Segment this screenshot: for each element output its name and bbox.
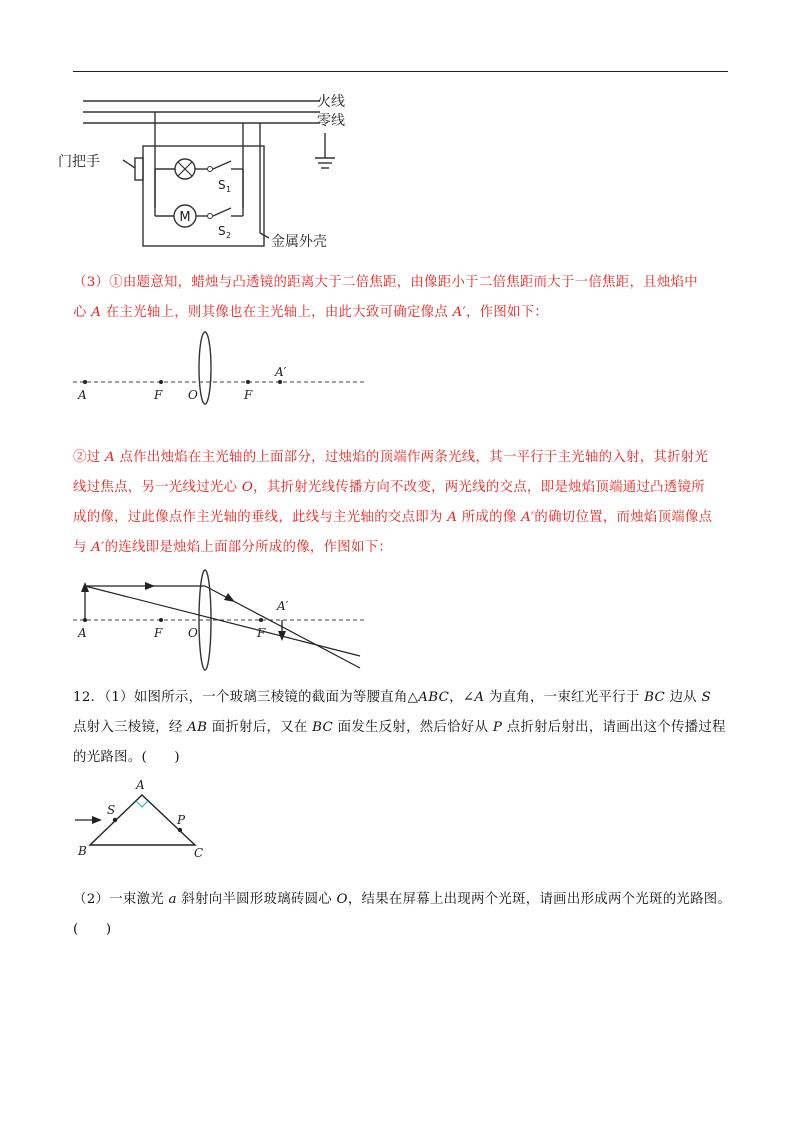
q12-line2: [73, 713, 733, 743]
metal-shell-label: 金属外壳: [271, 234, 327, 250]
lens-diagram-2: [70, 568, 370, 674]
label-f2: F: [257, 626, 266, 640]
text: ，∠: [449, 690, 475, 705]
text: 所成的像: [457, 510, 522, 525]
text: 成的像，过此像点作主光轴的垂线，此线与主光轴的交点即为: [73, 510, 448, 525]
text: 12．（1）如图所示，一个玻璃三棱镜的截面为等腰直角△: [73, 690, 419, 705]
label-a: A: [78, 626, 87, 640]
para3-line1: （3）①由题意知，蜡烛与凸透镜的距离大于二倍焦距，由像距小于二倍焦距而大于一倍焦距，且烛焰中: [73, 275, 698, 290]
convex-lens: [199, 332, 211, 404]
text: ，其折射光线传播方向不改变，两光线的交点，即是烛焰顶端通过凸透镜所: [253, 480, 705, 495]
text: 点射入三棱镜，经: [73, 720, 188, 735]
para4-line2: [73, 473, 733, 503]
text: 点作出烛焰在主光轴的上面部分，过烛焰的顶端作两条光线，其一平行于主光轴的入射，其折射光: [114, 450, 709, 465]
header-rule: [73, 71, 728, 72]
para3-line2: [73, 298, 733, 328]
point-a: A: [91, 305, 102, 320]
text: 边从: [665, 690, 702, 705]
point-o: O: [241, 480, 254, 495]
angle-a: A: [474, 690, 485, 705]
label-f2: F: [244, 388, 253, 402]
text: 的连线即是烛焰上面部分所成的像，作图如下：: [104, 540, 393, 555]
motor-label: M: [179, 210, 191, 225]
answer-paragraph-4: [73, 443, 733, 563]
point-a: A: [104, 450, 115, 465]
side-bc: BC: [644, 690, 666, 705]
para4-line3: [73, 503, 733, 533]
text: 心: [73, 305, 92, 320]
center-ray: [85, 586, 360, 656]
text: 与: [73, 540, 92, 555]
motor-icon: [174, 205, 196, 227]
text: 线过焦点，另一光线过光心: [73, 480, 242, 495]
label-a-prime: A′: [275, 365, 287, 379]
point-a-prime: A′: [452, 305, 466, 320]
q12-2-line2: ( ): [73, 922, 112, 937]
point-a: A: [447, 510, 458, 525]
side-bc: BC: [312, 720, 334, 735]
point-p: P: [492, 720, 503, 735]
label-a: A: [78, 388, 87, 402]
center-o: O: [336, 892, 348, 907]
live-wire-label: 火线: [317, 94, 345, 110]
side-ab: AB: [187, 720, 208, 735]
prism-diagram: [70, 775, 220, 860]
question-12-part1: [73, 683, 733, 773]
label-c: C: [194, 846, 204, 860]
question-12-part2: [73, 885, 773, 945]
label-a: A: [136, 778, 145, 792]
q12-2-line1: [73, 885, 773, 915]
neutral-wire-label: 零线: [317, 113, 345, 129]
label-f1: F: [154, 626, 163, 640]
q12-line1: [73, 683, 733, 713]
text: 点折射后射出，请画出这个传播过程: [502, 720, 726, 735]
switch1-label: S: [218, 178, 226, 192]
circuit-diagram: [55, 88, 385, 253]
switch2-label: S: [218, 224, 226, 238]
text: 面发生反射，然后恰好从: [333, 720, 493, 735]
right-angle-mark: [136, 801, 148, 807]
point-s: S: [701, 690, 711, 705]
text: 在主光轴上，则其像也在主光轴上，由此大致可确定像点: [101, 305, 453, 320]
para4-line4: [73, 533, 733, 563]
triangle-abc: ABC: [418, 690, 450, 705]
answer-paragraph-3: [73, 268, 733, 328]
text: ，结果在屏幕上出现两个光斑，请画出形成两个光斑的光路图。: [347, 892, 732, 907]
point-a-prime: A′: [521, 510, 535, 525]
door-handle-label: 门把手: [58, 154, 100, 170]
text: 为直角，一束红光平行于: [484, 690, 645, 705]
lamp-icon: [175, 159, 195, 179]
label-o: O: [188, 388, 198, 402]
text: （2）一束激光: [73, 892, 169, 907]
label-b: B: [78, 844, 87, 858]
q12-line3: 的光路图。( ): [73, 750, 180, 765]
para4-line1: [73, 443, 733, 473]
text: 面折射后，又在: [207, 720, 313, 735]
label-s: S: [107, 803, 116, 817]
label-f1: F: [154, 388, 163, 402]
label-o: O: [188, 626, 198, 640]
laser-a: a: [168, 892, 177, 907]
text: 的确切位置，而烛焰顶端像点: [534, 510, 713, 525]
text: ，作图如下：: [465, 305, 549, 320]
switch2-sub: 2: [226, 231, 232, 240]
text: ②过: [73, 450, 105, 465]
lens-diagram-1: [70, 330, 370, 405]
label-p: P: [177, 813, 186, 827]
point-a-prime: A′: [91, 540, 105, 555]
switch1-sub: 1: [226, 185, 232, 194]
label-a-prime: A′: [277, 599, 289, 613]
text: 斜射向半圆形玻璃砖圆心: [176, 892, 337, 907]
